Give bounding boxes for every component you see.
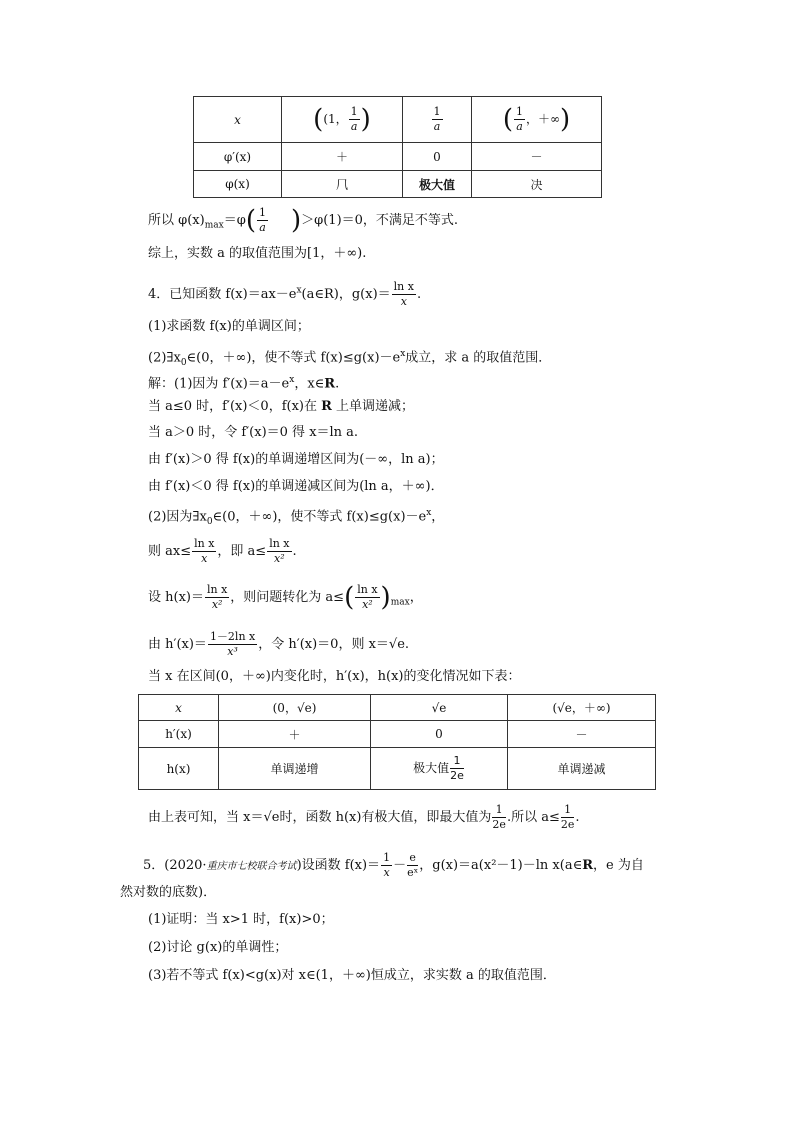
text: 5．(2020· — [143, 858, 207, 873]
interval-end: ，＋∞ — [526, 112, 560, 126]
frac-den: 2e — [450, 769, 464, 782]
text: 4．已知函数 f(x)＝ax－e — [148, 287, 297, 302]
frac-den: x² — [274, 552, 285, 565]
subscript: max — [204, 220, 224, 231]
superscript: x — [426, 508, 432, 518]
text: 由上表可知，当 x＝√e时，函数 h(x)有极大值，即最大值为 — [148, 810, 492, 825]
table-h — [138, 694, 656, 790]
frac-den: eˣ — [407, 866, 419, 879]
table-cell: － — [472, 143, 602, 171]
frac-den: a — [516, 120, 523, 133]
table-cell: ＋ — [219, 721, 371, 748]
text: ，即 a≤ — [217, 544, 267, 559]
source-label: 重庆市七校联合考试 — [206, 861, 297, 872]
table-cell: 单调递增 — [219, 748, 371, 790]
frac-den: 2e — [492, 818, 506, 831]
table-cell: 单调递减 — [508, 748, 656, 790]
table-row — [194, 143, 602, 171]
superscript: x — [400, 349, 406, 359]
subscript: max — [390, 597, 410, 608]
text-line — [143, 851, 644, 880]
table-cell: φ(x) — [194, 171, 282, 198]
table-cell: ((1， $\frac{1}{a}$ ) — [282, 97, 403, 143]
frac-den: a — [350, 120, 358, 133]
text: 极大值 — [413, 761, 450, 775]
text: 当 a≤0 时，f′(x)＜0，f(x)在 — [148, 399, 322, 414]
text-line — [148, 280, 421, 309]
subscript: 0 — [180, 357, 187, 368]
table-row — [194, 171, 602, 198]
frac-num: 1 — [492, 803, 506, 818]
text: ，x∈ — [294, 376, 325, 392]
frac-num: 1 — [561, 803, 575, 818]
text-line: 当 a＞0 时，令 f′(x)＝0 得 x＝ln a. — [148, 425, 359, 440]
text: ，e 为自 — [593, 858, 644, 873]
frac-den: x — [201, 552, 208, 565]
frac-num: ln x — [269, 537, 290, 550]
text: 设 h(x)＝ — [148, 590, 204, 605]
text: － — [393, 858, 407, 873]
text-line — [148, 398, 414, 416]
frac-den: x³ — [227, 645, 238, 658]
text: R — [582, 858, 594, 873]
text: R — [321, 399, 332, 414]
table-cell: 0 — [371, 721, 508, 748]
table-cell: (0，√e) — [219, 695, 371, 721]
frac-num: 1 — [450, 754, 464, 769]
table-cell: x — [194, 97, 282, 143]
table-row — [139, 721, 656, 748]
frac-num: ln x — [393, 280, 414, 293]
text-line: (1)证明：当 x>1 时，f(x)>0； — [148, 912, 334, 927]
frac-num: ln x — [206, 583, 228, 596]
text: ，令 h′(x)＝0，则 x＝√e. — [258, 637, 410, 652]
frac-den: 2e — [560, 818, 575, 831]
text-line: 当 x 在区间(0，＋∞)内变化时，h′(x)，h(x)的变化情况如下表： — [148, 669, 521, 684]
frac-den: x — [383, 866, 390, 879]
table-cell: h′(x) — [139, 721, 219, 748]
text: 成立，求 a 的取值范围． — [405, 350, 552, 366]
text-line: 设 h(x)＝ $\frac{\text{ln x}}{\text{x²}}$ ，则问题转化为 a≤( $\frac{\text{ln x}}{\text{x²}}$ )$_{max}$， — [148, 582, 423, 613]
text: . — [575, 810, 580, 825]
text: 上单调递减； — [331, 399, 415, 414]
text: (2)因为∃x — [148, 509, 207, 525]
table-row — [194, 97, 602, 143]
frac-num: 1 — [258, 206, 266, 219]
table-cell: φ′(x) — [194, 143, 282, 171]
text: . — [335, 376, 340, 392]
table-cell: ( $\frac{1}{a}$ ，＋∞) — [472, 97, 602, 143]
table-cell: 极大值 — [403, 171, 472, 198]
text-line: 由 f′(x)＞0 得 f(x)的单调递增区间为(－∞，ln a)； — [148, 452, 444, 467]
table-cell: 0 — [403, 143, 472, 171]
text: ，g(x)＝a(x²－1)－ln x(a∈ — [419, 858, 583, 873]
frac-num: ln x — [194, 537, 215, 550]
text-line: 所以 $\varphi(x)_{max}=\varphi$( $\frac{1}{a}$ )＞φ(1)＝0，不满足不等式. — [148, 205, 459, 236]
table-row — [139, 748, 656, 790]
table-cell: h(x) — [139, 748, 219, 790]
text: (a∈R)，g(x)＝ — [301, 287, 391, 302]
table-cell: ⺇ — [282, 171, 403, 198]
text-line: 然对数的底数)． — [120, 885, 217, 900]
text: . — [292, 544, 297, 559]
text: (2)∃x — [148, 350, 181, 366]
text: ＞φ(1)＝0，不满足不等式. — [301, 213, 459, 228]
interval-start: (1， — [323, 112, 348, 126]
frac-den: a — [433, 120, 441, 133]
table-row — [139, 695, 656, 721]
text-line: (3)若不等式 f(x)<g(x)对 x∈(1，＋∞)恒成立，求实数 a 的取值范围． — [148, 968, 556, 983]
superscript: x — [289, 375, 295, 385]
superscript: x — [296, 285, 302, 296]
text-line — [148, 345, 551, 372]
frac-num: 1 — [383, 851, 391, 864]
text: R — [324, 376, 336, 392]
text: ，则问题转化为 a≤ — [230, 590, 345, 605]
text-line — [148, 630, 409, 659]
text: .所以 a≤ — [506, 810, 560, 825]
text: . — [416, 287, 422, 302]
text-line — [148, 371, 339, 393]
text: ， — [431, 509, 445, 525]
text: 解：(1)因为 f′(x)＝a－e — [148, 376, 290, 392]
text: 则 ax≤ — [148, 544, 192, 559]
frac-num: 1 — [433, 105, 441, 118]
frac-num: 1 — [516, 105, 523, 118]
frac-num: 1 — [350, 105, 358, 118]
text-line: 由 f′(x)＜0 得 f(x)的单调递减区间为(ln a，＋∞)． — [148, 479, 444, 494]
text: ＝φ — [223, 213, 246, 228]
table-cell: － — [508, 721, 656, 748]
text-line — [148, 537, 297, 566]
table-cell: 决 — [472, 171, 602, 198]
table-cell — [403, 97, 472, 143]
table-cell: (√e，＋∞) — [508, 695, 656, 721]
text: ∈(0，＋∞)，使不等式 f(x)≤g(x)－e — [212, 509, 427, 525]
frac-num: e — [407, 851, 418, 866]
frac-num: 1－2ln x — [209, 630, 256, 643]
table-cell: ＋ — [282, 143, 403, 171]
text: ∈(0，＋∞)，使不等式 f(x)≤g(x)－e — [186, 350, 401, 366]
frac-den: x — [400, 295, 407, 308]
frac-den: x² — [362, 598, 373, 611]
text-line: (2)讨论 g(x)的单调性； — [148, 940, 288, 955]
subscript: 0 — [206, 516, 213, 527]
text-line — [148, 504, 444, 531]
text: 所以 φ(x) — [148, 213, 205, 228]
text: )设函数 f(x)＝ — [296, 858, 381, 873]
table-phi — [193, 96, 602, 198]
frac-num: ln x — [357, 583, 378, 596]
text-line: (1)求函数 f(x)的单调区间； — [148, 319, 310, 334]
text-line: 综上，实数 a 的取值范围为[1，＋∞). — [148, 246, 367, 261]
frac-den: a — [259, 221, 266, 234]
text-line — [148, 803, 580, 832]
table-cell — [371, 748, 508, 790]
table-cell: √e — [371, 695, 508, 721]
table-cell: x — [139, 695, 219, 721]
text: 由 h′(x)＝ — [148, 637, 207, 652]
text: ， — [409, 590, 423, 605]
frac-den: x² — [211, 598, 223, 611]
